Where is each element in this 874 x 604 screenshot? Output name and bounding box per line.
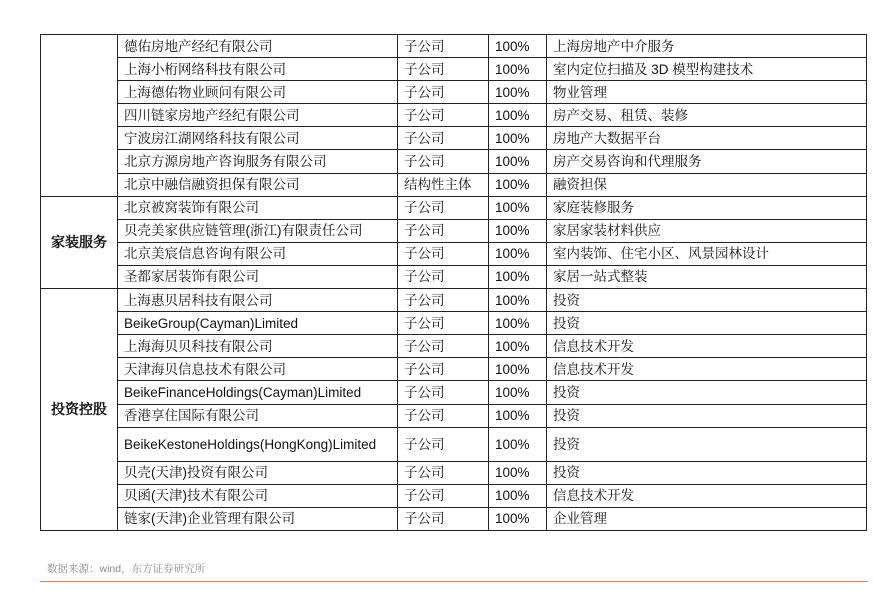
relation-cell: 子公司: [398, 484, 489, 507]
business-cell: 投资: [547, 381, 867, 404]
table-row: [41, 358, 867, 381]
business-cell: 家庭装修服务: [547, 196, 867, 219]
footer-divider: [40, 581, 868, 582]
share-cell: 100%: [489, 335, 547, 358]
relation-cell: 子公司: [398, 461, 489, 484]
company-name-cell: BeikeFinanceHoldings(Cayman)Limited: [118, 381, 398, 404]
table-row: [41, 173, 867, 196]
relation-cell: 子公司: [398, 312, 489, 335]
table-row: [41, 484, 867, 507]
company-name-cell: 德佑房地产经纪有限公司: [118, 35, 398, 58]
share-cell: 100%: [489, 461, 547, 484]
table-row: [41, 81, 867, 104]
relation-cell: 结构性主体: [398, 173, 489, 196]
relation-cell: 子公司: [398, 35, 489, 58]
table-row: [41, 58, 867, 81]
table-row: [41, 104, 867, 127]
table-row: [41, 196, 867, 219]
business-cell: 投资: [547, 312, 867, 335]
business-cell: 信息技术开发: [547, 484, 867, 507]
relation-cell: 子公司: [398, 104, 489, 127]
relation-cell: 子公司: [398, 58, 489, 81]
business-cell: 企业管理: [547, 507, 867, 530]
category-cell: 家装服务: [41, 196, 118, 288]
relation-cell: 子公司: [398, 150, 489, 173]
business-cell: 房地产大数据平台: [547, 127, 867, 150]
relation-cell: 子公司: [398, 81, 489, 104]
company-name-cell: 贝函(天津)技术有限公司: [118, 484, 398, 507]
company-name-cell: 天津海贝信息技术有限公司: [118, 358, 398, 381]
business-cell: 物业管理: [547, 81, 867, 104]
company-name-cell: BeikeKestoneHoldings(HongKong)Limited: [118, 427, 398, 461]
business-cell: 房产交易咨询和代理服务: [547, 150, 867, 173]
table-body: [41, 35, 867, 531]
relation-cell: 子公司: [398, 358, 489, 381]
share-cell: 100%: [489, 289, 547, 312]
share-cell: 100%: [489, 312, 547, 335]
company-name-cell: 北京方源房地产咨询服务有限公司: [118, 150, 398, 173]
relation-cell: 子公司: [398, 196, 489, 219]
business-cell: 室内装饰、住宅小区、风景园林设计: [547, 242, 867, 265]
business-cell: 家居一站式整装: [547, 265, 867, 288]
share-cell: 100%: [489, 104, 547, 127]
company-name-cell: 贝壳美家供应链管理(浙江)有限责任公司: [118, 219, 398, 242]
share-cell: 100%: [489, 196, 547, 219]
subsidiaries-table: [40, 34, 867, 531]
share-cell: 100%: [489, 81, 547, 104]
relation-cell: 子公司: [398, 289, 489, 312]
share-cell: 100%: [489, 484, 547, 507]
relation-cell: 子公司: [398, 381, 489, 404]
company-name-cell: 北京中融信融资担保有限公司: [118, 173, 398, 196]
share-cell: 100%: [489, 219, 547, 242]
share-cell: 100%: [489, 404, 547, 427]
share-cell: 100%: [489, 173, 547, 196]
company-name-cell: 上海德佑物业顾问有限公司: [118, 81, 398, 104]
category-cell: [41, 35, 118, 197]
share-cell: 100%: [489, 358, 547, 381]
business-cell: 投资: [547, 404, 867, 427]
share-cell: 100%: [489, 265, 547, 288]
category-cell: 投资控股: [41, 289, 118, 531]
table-row: [41, 35, 867, 58]
company-name-cell: 贝壳(天津)投资有限公司: [118, 461, 398, 484]
company-name-cell: BeikeGroup(Cayman)Limited: [118, 312, 398, 335]
company-name-cell: 上海惠贝居科技有限公司: [118, 289, 398, 312]
share-cell: 100%: [489, 507, 547, 530]
share-cell: 100%: [489, 35, 547, 58]
source-note: 数据来源：wind，东方证券研究所: [47, 563, 206, 575]
relation-cell: 子公司: [398, 127, 489, 150]
table-row: [41, 219, 867, 242]
company-name-cell: 圣都家居装饰有限公司: [118, 265, 398, 288]
relation-cell: 子公司: [398, 219, 489, 242]
relation-cell: 子公司: [398, 242, 489, 265]
company-name-cell: 宁波房江湖网络科技有限公司: [118, 127, 398, 150]
table-row: [41, 507, 867, 530]
company-name-cell: 北京被窝装饰有限公司: [118, 196, 398, 219]
table-row: [41, 242, 867, 265]
business-cell: 投资: [547, 427, 867, 461]
company-name-cell: 四川链家房地产经纪有限公司: [118, 104, 398, 127]
share-cell: 100%: [489, 127, 547, 150]
relation-cell: 子公司: [398, 427, 489, 461]
business-cell: 投资: [547, 289, 867, 312]
table-row: [41, 265, 867, 288]
table-row: [41, 335, 867, 358]
table-row: [41, 312, 867, 335]
table-row: [41, 127, 867, 150]
business-cell: 投资: [547, 461, 867, 484]
company-name-cell: 上海小桁网络科技有限公司: [118, 58, 398, 81]
relation-cell: 子公司: [398, 335, 489, 358]
table-row: [41, 427, 867, 461]
business-cell: 房产交易、租赁、装修: [547, 104, 867, 127]
relation-cell: 子公司: [398, 265, 489, 288]
business-cell: 融资担保: [547, 173, 867, 196]
business-cell: 家居家装材料供应: [547, 219, 867, 242]
business-cell: 信息技术开发: [547, 335, 867, 358]
company-name-cell: 香港享住国际有限公司: [118, 404, 398, 427]
company-name-cell: 北京美宸信息咨询有限公司: [118, 242, 398, 265]
business-cell: 信息技术开发: [547, 358, 867, 381]
share-cell: 100%: [489, 242, 547, 265]
table-row: [41, 404, 867, 427]
share-cell: 100%: [489, 58, 547, 81]
share-cell: 100%: [489, 150, 547, 173]
relation-cell: 子公司: [398, 507, 489, 530]
share-cell: 100%: [489, 427, 547, 461]
table-row: [41, 461, 867, 484]
business-cell: 室内定位扫描及 3D 模型构建技术: [547, 58, 867, 81]
table-row: [41, 381, 867, 404]
company-name-cell: 链家(天津)企业管理有限公司: [118, 507, 398, 530]
relation-cell: 子公司: [398, 404, 489, 427]
table-row: [41, 150, 867, 173]
business-cell: 上海房地产中介服务: [547, 35, 867, 58]
table-row: [41, 289, 867, 312]
company-name-cell: 上海海贝贝科技有限公司: [118, 335, 398, 358]
share-cell: 100%: [489, 381, 547, 404]
